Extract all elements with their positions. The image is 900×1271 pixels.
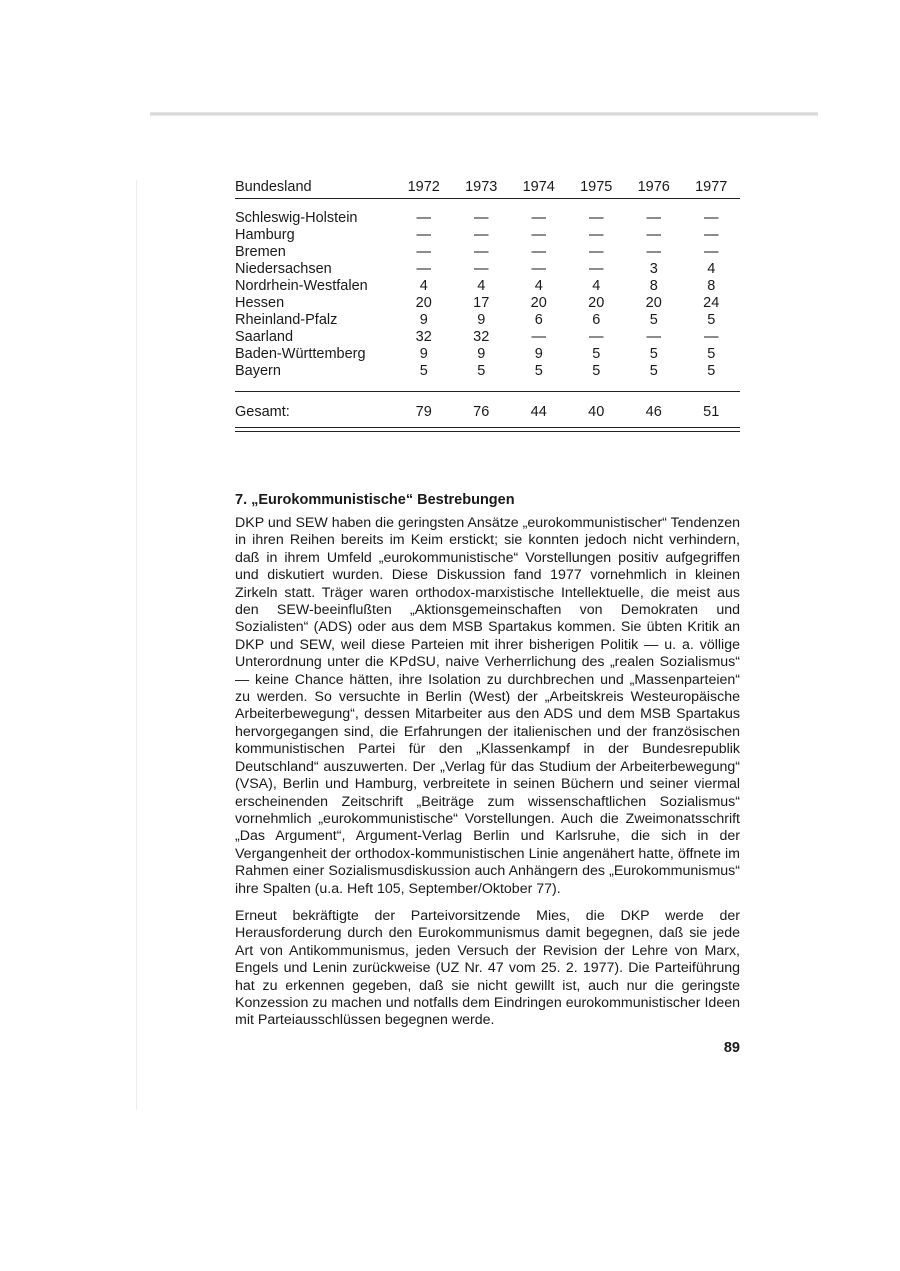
table-cell: —: [589, 244, 604, 260]
table-cell: 9: [534, 346, 543, 362]
table-cell: —: [474, 227, 489, 243]
table-cell: —: [589, 261, 604, 277]
table-cell: 20: [645, 295, 662, 311]
table-cell: —: [646, 227, 661, 243]
header-bundesland: Bundesland: [235, 178, 312, 195]
total-row: [235, 403, 740, 421]
table-cell: 32: [415, 329, 432, 345]
table-cell: —: [704, 244, 719, 260]
header-1972: 1972: [407, 178, 440, 195]
total-cell: 44: [530, 403, 547, 420]
table-cell: 3: [649, 261, 658, 277]
table-row: [235, 244, 740, 261]
table-cell: —: [589, 329, 604, 345]
statistics-table: [235, 176, 740, 432]
row-label: Rheinland-Pfalz: [235, 312, 338, 328]
table-cell: —: [531, 244, 546, 260]
table-row: [235, 227, 740, 244]
table-cell: 9: [419, 346, 428, 362]
row-label: Niedersachsen: [235, 261, 332, 277]
section-body: [235, 515, 740, 1030]
table-cell: 8: [707, 278, 716, 294]
table-row: [235, 210, 740, 227]
table-cell: 4: [477, 278, 486, 294]
total-rule: [235, 392, 740, 404]
table-row: [235, 261, 740, 278]
table-cell: 6: [592, 312, 601, 328]
table-cell: 5: [534, 363, 543, 379]
table-cell: —: [531, 329, 546, 345]
total-cell: 51: [703, 403, 720, 420]
table-cell: —: [704, 329, 719, 345]
total-label: Gesamt:: [235, 403, 290, 420]
table-cell: 20: [588, 295, 605, 311]
table-cell: 5: [649, 346, 658, 362]
header-1976: 1976: [637, 178, 670, 195]
table-cell: —: [474, 261, 489, 277]
table-cell: 6: [534, 312, 543, 328]
header-1977: 1977: [695, 178, 728, 195]
table-cell: —: [704, 227, 719, 243]
row-label: Bayern: [235, 363, 281, 379]
row-label: Hamburg: [235, 227, 295, 243]
table-cell: 5: [477, 363, 486, 379]
table-row: [235, 329, 740, 346]
row-label: Baden-Württemberg: [235, 346, 366, 362]
table-cell: 5: [592, 363, 601, 379]
scan-margin-line: [136, 180, 137, 1110]
total-double-rule: [235, 428, 740, 432]
table-row: [235, 312, 740, 329]
table-cell: 4: [419, 278, 428, 294]
table-cell: 9: [477, 346, 486, 362]
table-cell: 32: [473, 329, 490, 345]
table-cell: —: [416, 261, 431, 277]
table-cell: —: [646, 329, 661, 345]
table-cell: 9: [477, 312, 486, 328]
table-cell: —: [474, 210, 489, 226]
table-cell: 20: [415, 295, 432, 311]
scan-edge-shadow: [150, 112, 818, 116]
table-cell: —: [531, 227, 546, 243]
table-cell: 8: [649, 278, 658, 294]
table-cell: —: [416, 210, 431, 226]
table-cell: —: [646, 210, 661, 226]
row-label: Saarland: [235, 329, 294, 345]
table-row: [235, 295, 740, 312]
total-cell: 76: [473, 403, 490, 420]
table-cell: 5: [592, 346, 601, 362]
body-paragraph: Erneut bekräftigte der Parteivorsitzende Mies, die DKP werde der Herausforderung durch den Eurokommunismus damit begegnen, daß sie jede Art von Antikommunismus, jeden Versuch der Revision der Lehre von Marx, Engels und Lenin zurückweise (UZ Nr. 47 vom 25. 2. 1977). Die Parteiführung hat zu erkennen gegeben, daß sie nicht gewillt ist, auch nur die geringste Konzession zu machen und notfalls dem Eindringen eurokommunistischer Ideen mit Parteiausschlüssen begegnen werde.: [235, 907, 740, 1029]
table-header-row: [235, 176, 740, 199]
table-cell: 5: [707, 363, 716, 379]
table-cell: —: [474, 244, 489, 260]
header-1973: 1973: [465, 178, 498, 195]
table-row: [235, 363, 740, 380]
table-cell: 4: [707, 261, 716, 277]
total-cell: 79: [415, 403, 432, 420]
table-row: [235, 346, 740, 363]
total-cell: 40: [588, 403, 605, 420]
row-label: Schleswig-Holstein: [235, 210, 358, 226]
table-row: [235, 278, 740, 295]
header-1974: 1974: [522, 178, 555, 195]
table-cell: —: [704, 210, 719, 226]
table-cell: —: [589, 210, 604, 226]
table-cell: —: [531, 261, 546, 277]
section-heading: 7. „Eurokommunistische“ Bestrebungen: [235, 492, 515, 508]
row-label: Bremen: [235, 244, 286, 260]
table-cell: 9: [419, 312, 428, 328]
table-cell: —: [589, 227, 604, 243]
table-cell: —: [646, 244, 661, 260]
table-cell: —: [416, 244, 431, 260]
table-cell: 5: [707, 346, 716, 362]
table-cell: —: [416, 227, 431, 243]
header-1975: 1975: [580, 178, 613, 195]
table-cell: 5: [649, 363, 658, 379]
table-cell: —: [531, 210, 546, 226]
table-cell: 4: [592, 278, 601, 294]
total-cell: 46: [645, 403, 662, 420]
table-cell: 17: [473, 295, 490, 311]
table-cell: 4: [534, 278, 543, 294]
table-cell: 5: [419, 363, 428, 379]
row-label: Nordrhein-Westfalen: [235, 278, 368, 294]
body-paragraph: DKP und SEW haben die geringsten Ansätze „eurokommunistischer“ Tendenzen in ihren Reihen bereits im Keim erstickt; sie konnten jedoch nicht verhindern, daß in ihrem Umfeld „eurokommunistische“ Vorstellungen positiv aufgegriffen und diskutiert wurden. Diese Diskussion fand 1977 vornehmlich in kleinen Zirkeln statt. Träger waren orthodox-marxistische Intellektuelle, die meist aus den SEW-beeinflußten „Aktionsgemeinschaften von Demokraten und Sozialisten“ (ADS) oder aus dem MSB Spartakus kommen. Sie übten Kritik an DKP und SEW, weil diese Parteien mit ihrer bisherigen Politik — u. a. völlige Unterordnung unter die KPdSU, naive Verherrlichung des „realen Sozialismus“ — keine Chance hätten, ihre Isolation zu durchbrechen und „Massenparteien“ zu werden. So versuchte in Berlin (West) der „Arbeitskreis Westeuropäische Arbeiterbewegung“, dessen Mitarbeiter aus den ADS und dem MSB Spartakus hervorgegangen sind, die Erfahrungen der italienischen und der französischen kommunistischen Partei für den „Klassenkampf in der Bundesrepublik Deutschland“ auszuwerten. Der „Verlag für das Studium der Arbeiterbewegung“ (VSA), Berlin und Hamburg, verbreitete in seinen Büchern und seiner viermal erscheinenden Zeitschrift „Beiträge zum wissenschaftlichen Sozialismus“ vornehmlich „eurokommunistische“ Vorstellungen. Auch die Zweimonatsschrift „Das Argument“, Argument-Verlag Berlin und Karlsruhe, die sich in der Vergangenheit der orthodox-kommunistischen Linie angenähert hatte, öffnete im Rahmen einer Sozialismusdiskussion auch Anhängern des „Eurokommunismus“ ihre Spalten (u.a. Heft 105, September/Oktober 77).: [235, 515, 740, 897]
page-number: 89: [723, 1040, 740, 1056]
table-cell: 5: [649, 312, 658, 328]
table-cell: 24: [703, 295, 720, 311]
table-cell: 20: [530, 295, 547, 311]
row-label: Hessen: [235, 295, 285, 311]
table-cell: 5: [707, 312, 716, 328]
